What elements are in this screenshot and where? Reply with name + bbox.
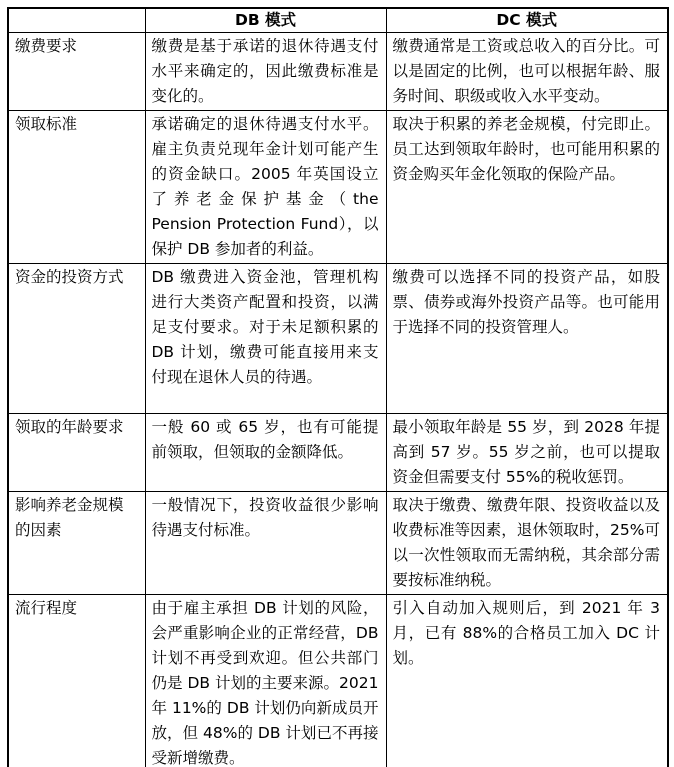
row-label: 流行程度 — [8, 594, 145, 767]
table-row-scale-factors — [8, 491, 668, 594]
table-row-popularity — [8, 594, 668, 767]
table-row-withdrawal-standard — [8, 110, 668, 263]
dc-cell: 缴费通常是工资或总收入的百分比。可以是固定的比例，也可以根据年龄、服务时间、职级或收入水平变动。 — [386, 32, 668, 110]
table-row-contribution-requirement — [8, 32, 668, 110]
row-label: 领取的年龄要求 — [8, 413, 145, 491]
table-row-investment-method — [8, 263, 668, 413]
row-label: 缴费要求 — [8, 32, 145, 110]
table-row-age-requirement — [8, 413, 668, 491]
row-label: 影响养老金规模的因素 — [8, 491, 145, 594]
comparison-table — [7, 7, 669, 767]
header-db-mode: DB 模式 — [145, 8, 386, 32]
db-cell: 一般情况下，投资收益很少影响待遇支付标准。 — [145, 491, 386, 594]
db-cell: 一般 60 或 65 岁，也有可能提前领取，但领取的金额降低。 — [145, 413, 386, 491]
header-empty-cell — [8, 8, 145, 32]
header-row — [8, 8, 668, 32]
db-cell: 缴费是基于承诺的退休待遇支付水平来确定的，因此缴费标准是变化的。 — [145, 32, 386, 110]
row-label: 资金的投资方式 — [8, 263, 145, 413]
dc-cell: 取决于积累的养老金规模，付完即止。员工达到领取年龄时，也可能用积累的资金购买年金化领取的保险产品。 — [386, 110, 668, 263]
db-cell: 由于雇主承担 DB 计划的风险，会严重影响企业的正常经营，DB 计划不再受到欢迎。但公共部门仍是 DB 计划的主要来源。2021 年 11%的 DB 计划仍向新成员开放，但 48%的 DB 计划已不再接受新增缴费。 — [145, 594, 386, 767]
db-cell: 承诺确定的退休待遇支付水平。雇主负责兑现年金计划可能产生的资金缺口。2005 年英国设立了养老金保护基金（the Pension Protection Fund），以保护 DB 参加者的利益。 — [145, 110, 386, 263]
row-label: 领取标准 — [8, 110, 145, 263]
header-dc-mode: DC 模式 — [386, 8, 668, 32]
dc-cell: 缴费可以选择不同的投资产品，如股票、债券或海外投资产品等。也可能用于选择不同的投资管理人。 — [386, 263, 668, 413]
dc-cell: 最小领取年龄是 55 岁，到 2028 年提高到 57 岁。55 岁之前，也可以提取资金但需要支付 55%的税收惩罚。 — [386, 413, 668, 491]
dc-cell: 引入自动加入规则后，到 2021 年 3 月，已有 88%的合格员工加入 DC 计划。 — [386, 594, 668, 767]
dc-cell: 取决于缴费、缴费年限、投资收益以及收费标准等因素，退休领取时，25%可以一次性领取而无需纳税，其余部分需要按标准纳税。 — [386, 491, 668, 594]
db-cell: DB 缴费进入资金池，管理机构进行大类资产配置和投资，以满足支付要求。对于未足额积累的 DB 计划，缴费可能直接用来支付现在退休人员的待遇。 — [145, 263, 386, 413]
